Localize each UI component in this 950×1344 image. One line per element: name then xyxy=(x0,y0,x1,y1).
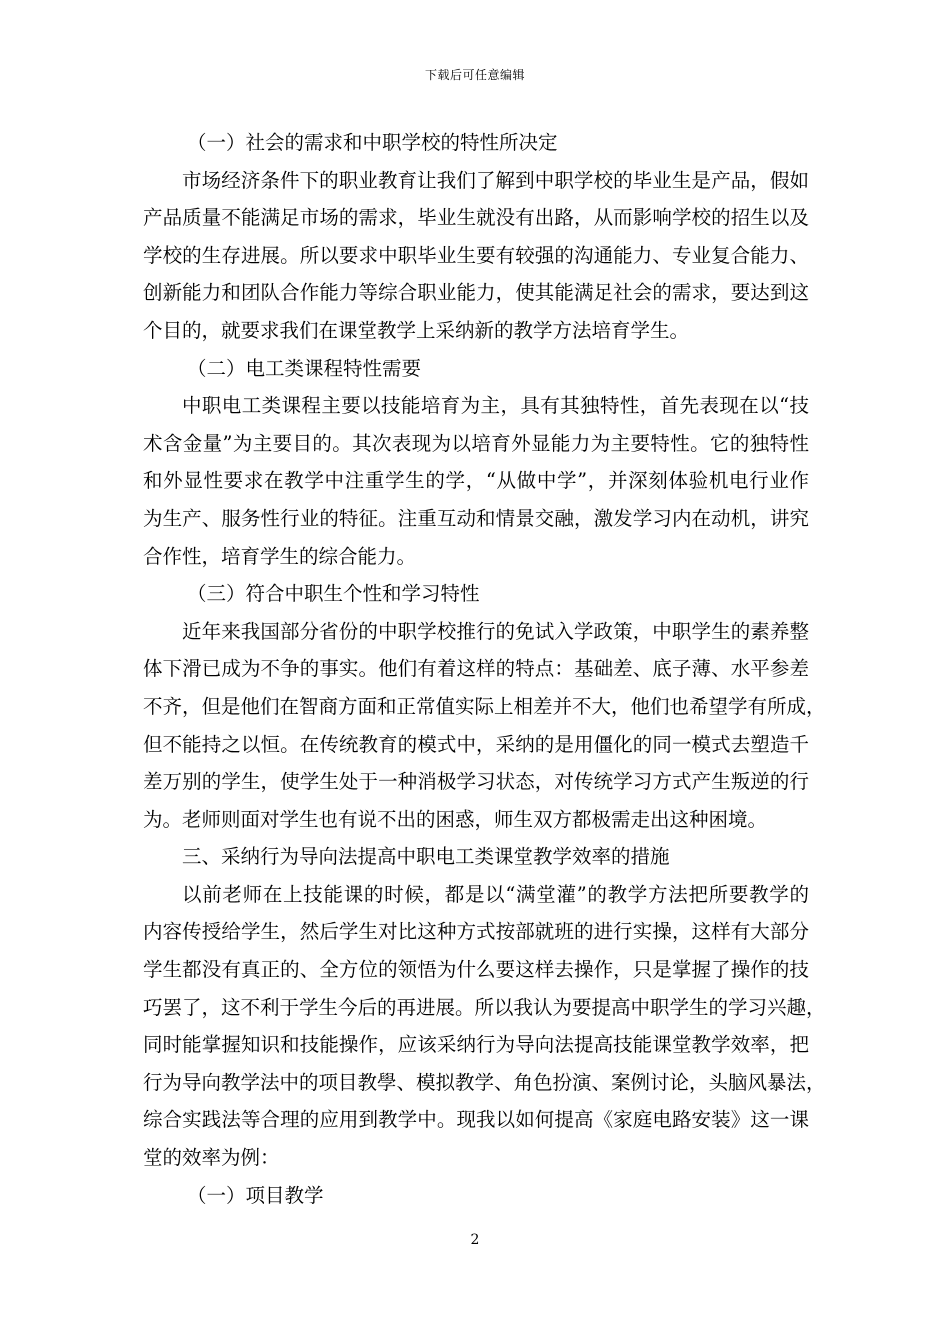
paragraph-line: 学校的生存进展。所以要求中职毕业生要有较强的沟通能力、专业复合能力、 xyxy=(143,243,809,267)
paragraph-line: 三、采纳行为导向法提高中职电工类课堂教学效率的措施 xyxy=(182,845,670,869)
paragraph-line: 不齐，但是他们在智商方面和正常值实际上相差并不大，他们也希望学有所成， xyxy=(143,694,826,718)
paragraph-line: 合作性，培育学生的综合能力。 xyxy=(143,544,417,568)
paragraph-line: 差万别的学生，使学生处于一种消极学习状态，对传统学习方式产生叛逆的行 xyxy=(143,770,809,794)
paragraph-line: 堂的效率为例： xyxy=(143,1146,280,1170)
paragraph-line: 行为导向教学法中的项目教學、模拟教学、角色扮演、案例讨论，头脑风暴法， xyxy=(143,1070,826,1094)
paragraph-line: 为。老师则面对学生也有说不出的困惑，师生双方都极需走出这种困境。 xyxy=(143,807,768,831)
paragraph-line: 个目的，就要求我们在课堂教学上采纳新的教学方法培育学生。 xyxy=(143,318,690,342)
paragraph-line: 产品质量不能满足市场的需求，毕业生就没有出路，从而影响学校的招生以及 xyxy=(143,206,809,230)
paragraph-line: 创新能力和团队合作能力等综合职业能力，使其能满足社会的需求，要达到这 xyxy=(143,281,809,305)
section-heading: （一）项目教学 xyxy=(187,1183,324,1207)
paragraph-line: 以前老师在上技能课的时候，都是以“满堂灌”的教学方法把所要教学的 xyxy=(182,882,809,906)
paragraph-line: 中职电工类课程主要以技能培育为主，具有其独特性，首先表现在以“技 xyxy=(182,394,809,418)
paragraph-line: 综合实践法等合理的应用到教学中。现我以如何提高《家庭电路安装》这一课 xyxy=(143,1108,809,1132)
paragraph-line: 巧罢了，这不利于学生今后的再进展。所以我认为要提高中职学生的学习兴趣， xyxy=(143,995,826,1019)
page-number: 2 xyxy=(470,1232,480,1248)
page-header: 下载后可任意编辑 xyxy=(424,68,525,82)
paragraph-line: 学生都没有真正的、全方位的领悟为什么要这样去操作，只是掌握了操作的技 xyxy=(143,958,809,982)
paragraph-line: 和外显性要求在教学中注重学生的学，“从做中学”，并深刻体验机电行业作 xyxy=(143,469,809,493)
paragraph-line: 内容传授给学生，然后学生对比这种方式按部就班的进行实操，这样有大部分 xyxy=(143,920,809,944)
section-heading: （一）社会的需求和中职学校的特性所决定 xyxy=(187,131,558,154)
paragraph-line: 市场经济条件下的职业教育让我们了解到中职学校的毕业生是产品，假如 xyxy=(182,168,809,192)
paragraph-line: 术含金量”为主要目的。其次表现为以培育外显能力为主要特性。它的独特性 xyxy=(143,431,809,455)
section-heading: （三）符合中职生个性和学习特性 xyxy=(187,582,480,606)
paragraph-line: 但不能持之以恒。在传统教育的模式中，采纳的是用僵化的同一模式去塑造千 xyxy=(143,732,809,756)
paragraph-line: 为生产、服务性行业的特征。注重互动和情景交融，激发学习内在动机，讲究 xyxy=(143,506,809,530)
section-heading: （二）电工类课程特性需要 xyxy=(187,356,422,380)
paragraph-line: 近年来我国部分省份的中职学校推行的免试入学政策，中职学生的素养整 xyxy=(182,619,809,643)
paragraph-line: 同时能掌握知识和技能操作，应该采纳行为导向法提高技能课堂教学效率，把 xyxy=(143,1033,809,1057)
paragraph-line: 体下滑已成为不争的事实。他们有着这样的特点：基础差、底子薄、水平参差 xyxy=(143,657,809,681)
document-body xyxy=(143,124,826,1214)
